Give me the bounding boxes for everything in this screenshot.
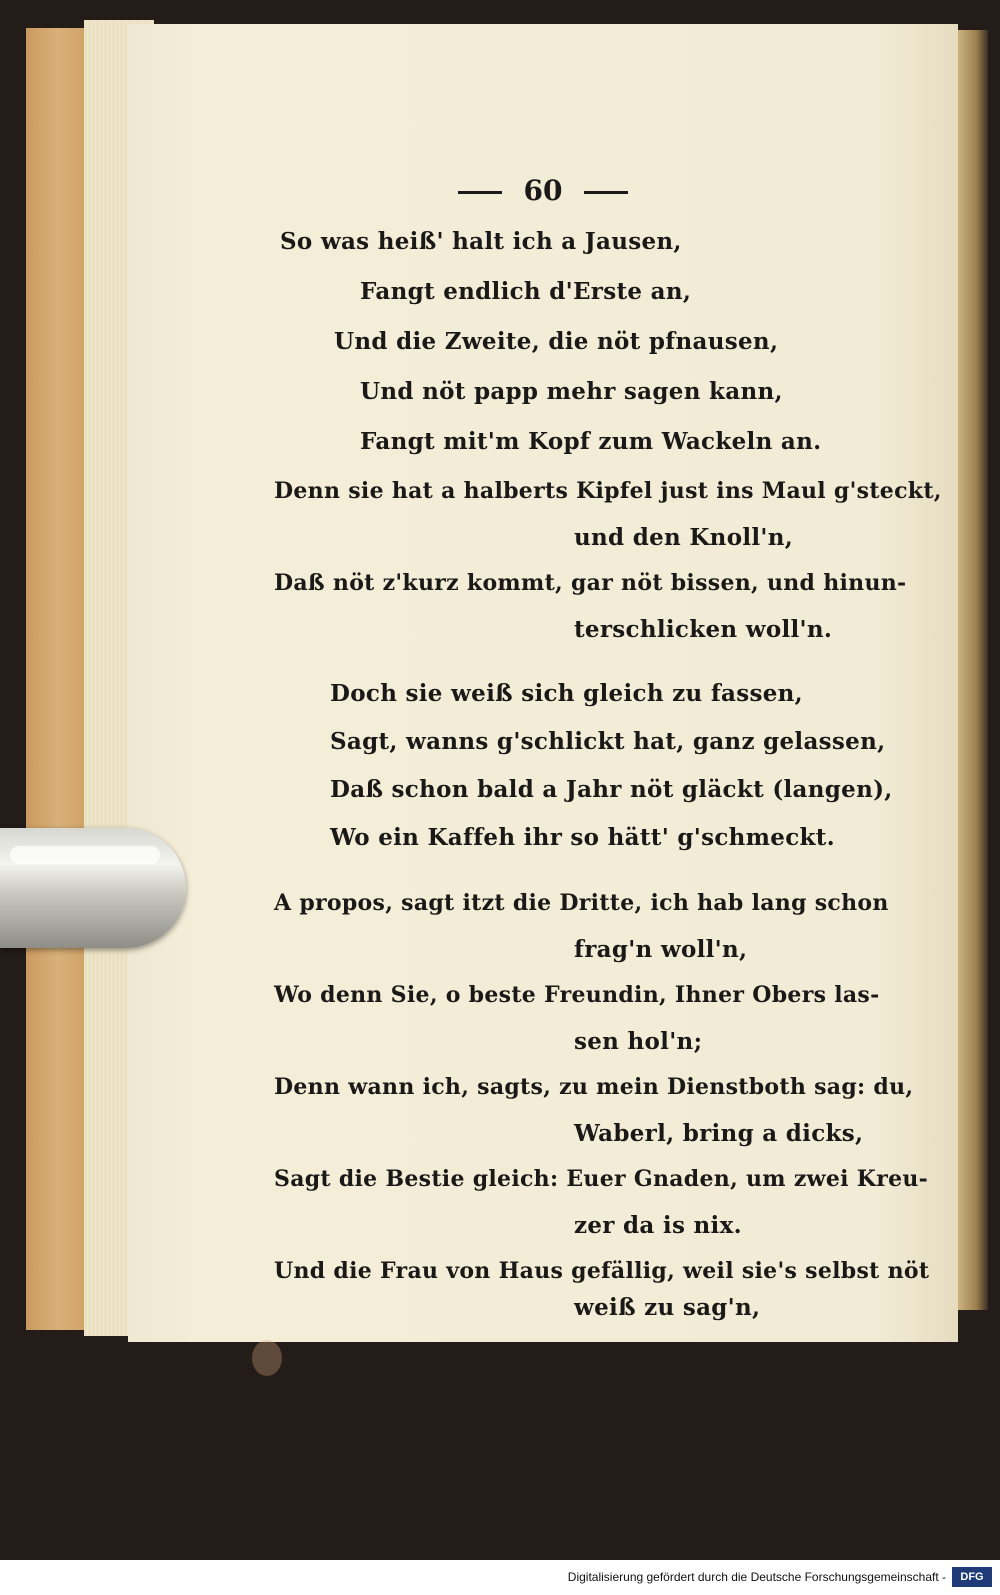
verse-line: zer da is nix. [574,1212,742,1239]
book-page [128,24,958,1342]
funding-note: Digitalisierung gefördert durch die Deutsche Forschungsgemeinschaft - [567,1570,946,1584]
verse-line: Denn sie hat a halberts Kipfel just ins Maul g'steckt, [274,478,942,504]
verse-line: sen hol'n; [574,1028,703,1055]
verse-line: Und die Frau von Haus gefällig, weil sie's selbst nöt [274,1258,930,1284]
verse-line: Daß schon bald a Jahr nöt gläckt (langen), [330,776,893,803]
verse-line: Fangt mit'm Kopf zum Wackeln an. [360,428,822,455]
verse-line: frag'n woll'n, [574,936,748,963]
verse-line: Und die Zweite, die nöt pfnausen, [334,328,779,355]
paper-stain [252,1340,282,1376]
verse-line: So was heiß' halt ich a Jausen, [280,228,682,255]
verse-line: Waberl, bring a dicks, [574,1120,864,1147]
page-number: 60 [128,174,958,207]
verse-line: Doch sie weiß sich gleich zu fassen, [330,680,803,707]
verse-line: Wo denn Sie, o beste Freundin, Ihner Obers las- [274,982,880,1008]
verse-line: und den Knoll'n, [574,524,794,551]
facing-page-edge [958,30,988,1310]
verse-line: terschlicken woll'n. [574,616,833,643]
verse-line: Denn wann ich, sagts, zu mein Dienstboth sag: du, [274,1074,914,1100]
book-clip-highlight [10,846,160,864]
verse-line: weiß zu sag'n, [574,1294,761,1321]
verse-line: Wo ein Kaffeh ihr so hätt' g'schmeckt. [330,824,835,851]
verse-line: A propos, sagt itzt die Dritte, ich hab lang schon [274,890,889,916]
verse-line: Sagt, wanns g'schlickt hat, ganz gelassen, [330,728,886,755]
verse-line: Fangt endlich d'Erste an, [360,278,692,305]
page-number-dash-left [458,191,502,194]
dfg-logo: DFG [952,1567,992,1587]
verse-line: Und nöt papp mehr sagen kann, [360,378,783,405]
verse-line: Sagt die Bestie gleich: Euer Gnaden, um zwei Kreu- [274,1166,929,1192]
book-clip [0,828,186,948]
footer-bar [0,1560,1000,1595]
page-number-dash-right [584,191,628,194]
verse-line: Daß nöt z'kurz kommt, gar nöt bissen, und hinun- [274,570,907,596]
